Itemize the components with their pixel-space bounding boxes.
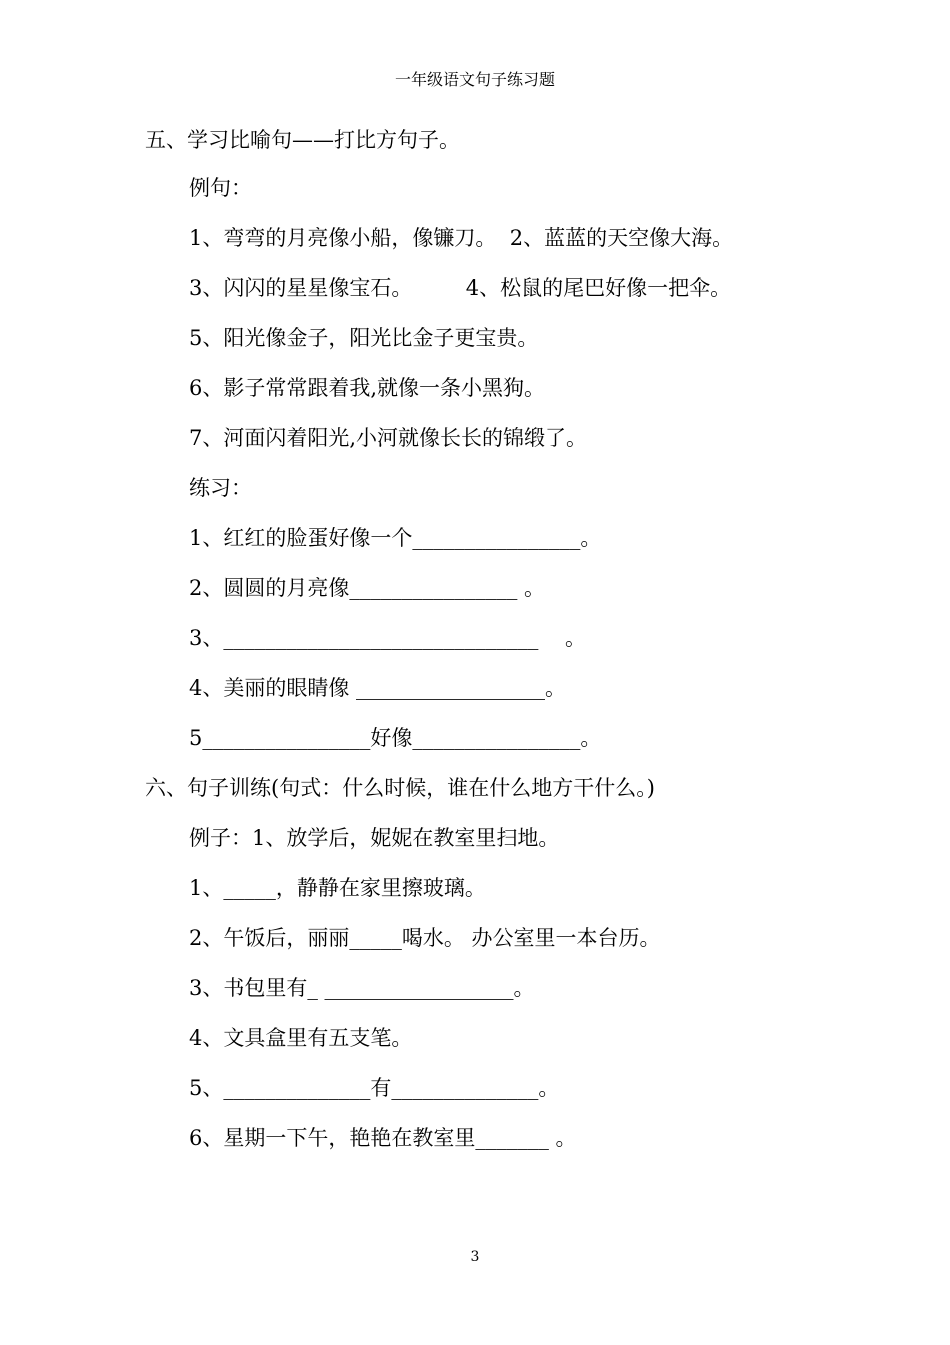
training-item-3: 3、书包里有_ __________________。	[189, 976, 535, 1000]
exercise-label: 练习：	[189, 476, 252, 500]
training-item-5: 5、______________有______________。	[189, 1076, 560, 1100]
training-item-2: 2、午饭后，丽丽_____喝水。 办公室里一本台历。	[189, 926, 661, 950]
exercise-4: 4、美丽的眼睛像 __________________。	[189, 676, 567, 700]
example-sentence-4: 6、影子常常跟着我,就像一条小黑狗。	[189, 376, 546, 400]
section-5-title: 五、学习比喻句——打比方句子。	[145, 128, 460, 152]
example-label: 例句：	[189, 176, 252, 200]
training-item-4: 4、文具盒里有五支笔。	[189, 1026, 413, 1050]
example-sentence-2: 3、闪闪的星星像宝石。 4、松鼠的尾巴好像一把伞。	[189, 276, 732, 300]
page-header: 一年级语文句子练习题	[394, 70, 555, 89]
example-sentence-1: 1、弯弯的月亮像小船，像镰刀。 2、蓝蓝的天空像大海。	[189, 226, 734, 250]
training-item-1: 1、_____，静静在家里擦玻璃。	[189, 876, 486, 900]
training-item-6: 6、星期一下午，艳艳在教室里_______ 。	[189, 1126, 577, 1150]
section-6-example: 例子：1、放学后，妮妮在教室里扫地。	[189, 826, 560, 850]
example-sentence-3: 5、阳光像金子，阳光比金子更宝贵。	[189, 326, 539, 350]
section-6-title: 六、句子训练(句式：什么时候，谁在什么地方干什么。)	[145, 776, 655, 800]
exercise-1: 1、红红的脸蛋好像一个________________。	[189, 526, 602, 550]
exercise-2: 2、圆圆的月亮像________________ 。	[189, 576, 546, 600]
exercise-5: 5________________好像________________。	[189, 726, 602, 750]
exercise-3: 3、______________________________ 。	[189, 626, 587, 650]
example-sentence-5: 7、河面闪着阳光,小河就像长长的锦缎了。	[189, 426, 588, 450]
page-number: 3	[470, 1249, 480, 1265]
